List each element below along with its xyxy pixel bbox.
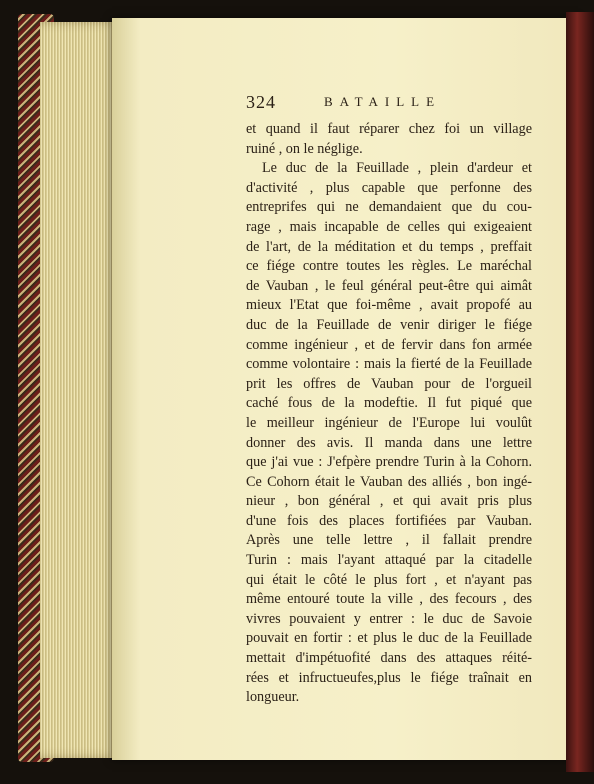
text-line: d'activité , plus capable que perfonne des	[246, 179, 532, 196]
text-line: mieux l'Etat que foi-même , avait propofé au	[246, 297, 532, 314]
text-line: vivres pouvaient y entrer : le duc de Savoie	[246, 610, 532, 627]
text-line: rage , mais incapable de celles qui exigeaient	[246, 218, 532, 235]
text-line: pouvait en fortir : et plus le duc de la Feuillade	[246, 630, 532, 647]
page-header	[246, 92, 546, 118]
text-line: prit les offres de Vauban pour de l'orgueil	[246, 375, 532, 392]
text-line: même entouré toute la ville , des fecours , des	[246, 591, 532, 608]
running-head: BATAILLE	[324, 94, 442, 109]
text-line: entreprifes qui ne demandaient que du cou-	[246, 199, 532, 216]
text-line: que j'ai vue : J'efpère prendre Turin à la Cohorn.	[246, 454, 532, 471]
text-line: d'une fois des places fortifiées par Vauban.	[246, 512, 532, 529]
text-line: de Vauban , le feul général peut-être qui aimât	[246, 277, 532, 294]
text-line: nieur , bon général , et qui avait pris plus	[246, 493, 532, 510]
text-line: de l'art, de la méditation et du temps , preffait	[246, 238, 532, 255]
book-spine	[566, 12, 594, 772]
text-line: qui était le côté le plus fort , et n'ayant pas	[246, 571, 532, 588]
text-line: comme ingénieur , et de fervir dans fon armée	[246, 336, 532, 353]
text-line: Après une telle lettre , il fallait prendre	[246, 532, 532, 549]
text-line: mettait d'impétuofité dans des attaques réité-	[246, 650, 532, 667]
text-line: ce fiége contre toutes les règles. Le maréchal	[246, 258, 532, 275]
text-line: rées et infructueufes,plus le fiége traînait en	[246, 669, 532, 686]
text-line: et quand il faut réparer chez foi un village	[246, 121, 532, 137]
text-line: Turin : mais l'ayant attaqué par la citadelle	[246, 552, 532, 569]
page-edges	[40, 22, 120, 758]
text-line: caché fous de la modeftie. Il fut piqué que	[246, 395, 532, 412]
text-line: Ce Cohorn était le Vauban des alliés , bon ingé-	[246, 473, 532, 490]
text-line: duc de la Feuillade de venir diriger le fiége	[246, 316, 532, 333]
text-line: ruiné , on le néglige.	[246, 140, 363, 157]
text-line: longueur.	[246, 689, 300, 706]
text-line: Le duc de la Feuillade , plein d'ardeur et	[262, 160, 532, 177]
text-line: donner des avis. Il manda dans une lettre	[246, 434, 532, 451]
page-body-text	[246, 120, 532, 708]
text-line: le meilleur ingénieur de l'Europe lui voulût	[246, 414, 532, 431]
page-number: 324	[246, 92, 276, 112]
text-line: comme volontaire : mais la fierté de la Feuillade	[246, 356, 532, 373]
